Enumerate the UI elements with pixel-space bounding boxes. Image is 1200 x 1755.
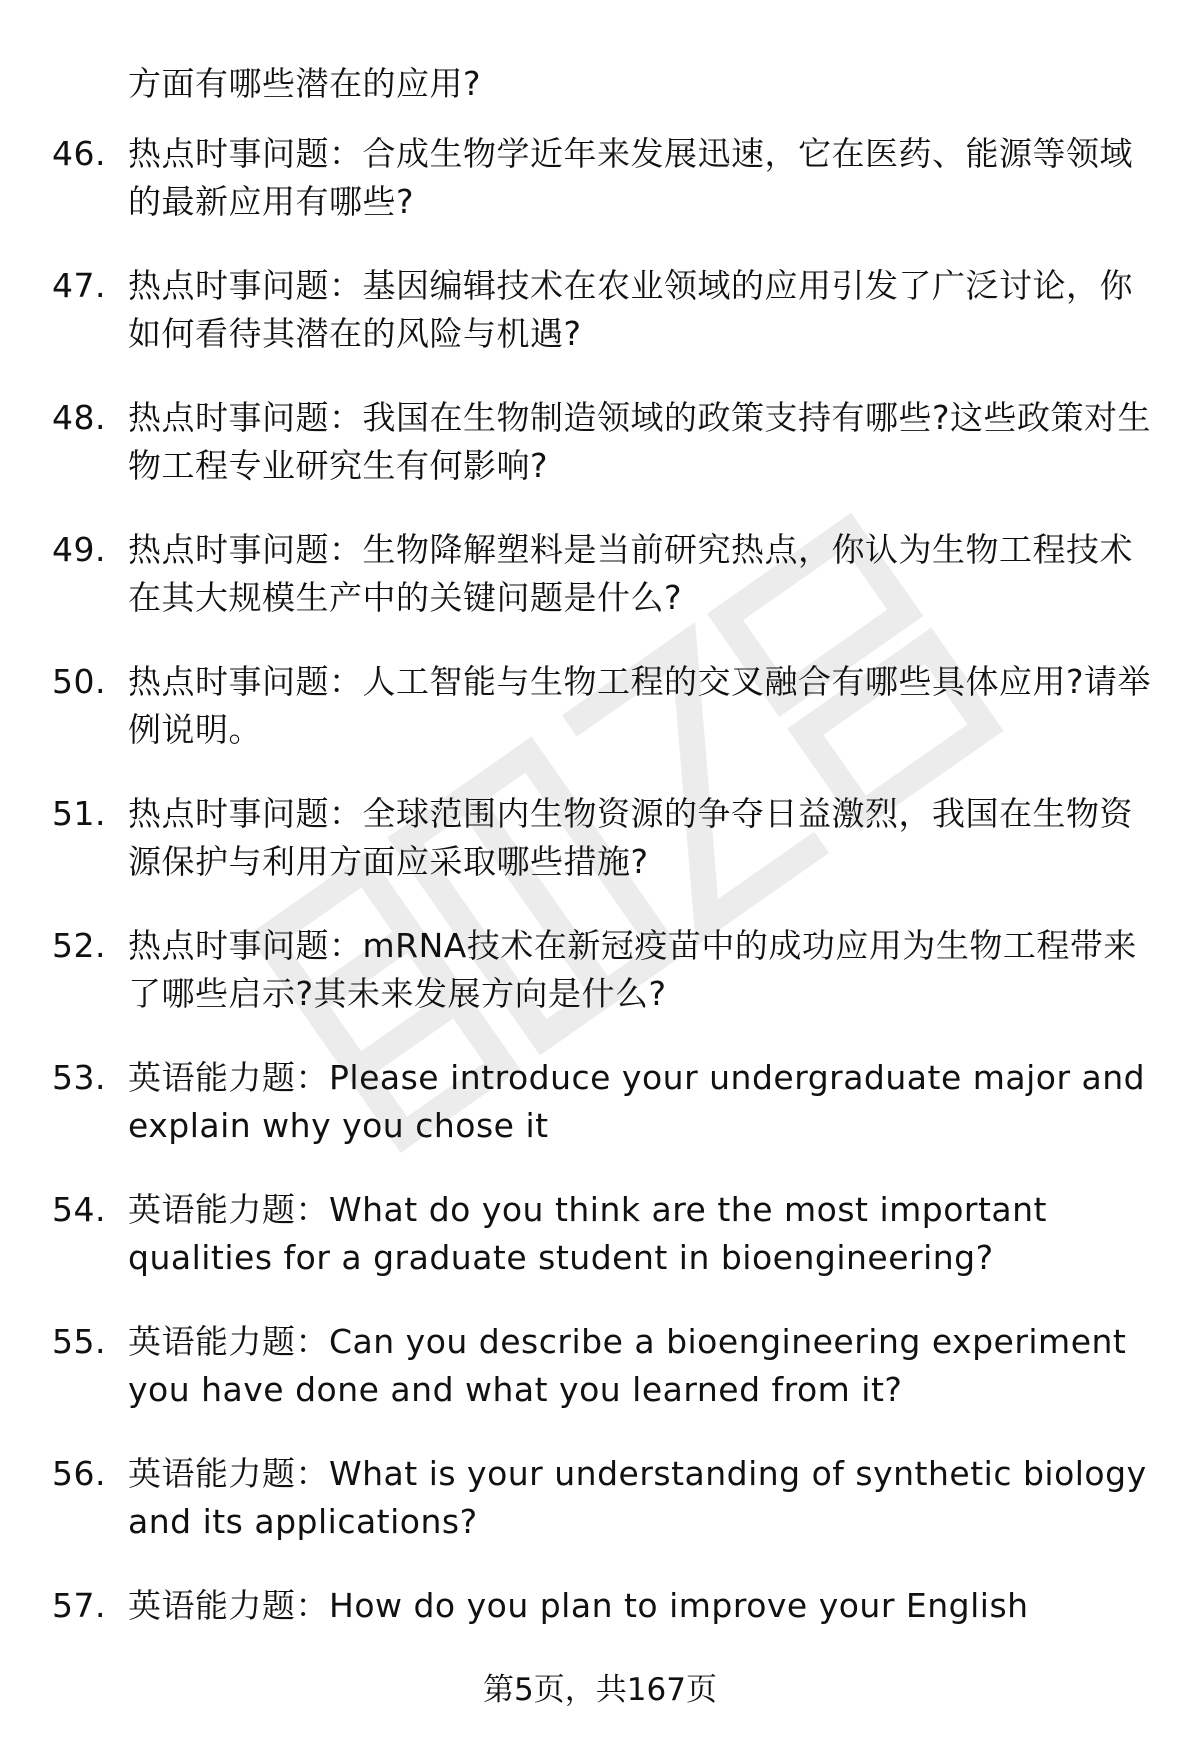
question-text: 热点时事问题：全球范围内生物资源的争夺日益激烈，我国在生物资源保护与利用方面应采取哪些措施? xyxy=(128,794,1133,881)
question-text: 热点时事问题：mRNA技术在新冠疫苗中的成功应用为生物工程带来了哪些启示?其未来发展方向是什么? xyxy=(128,926,1137,1013)
question-item xyxy=(0,790,1200,886)
question-item xyxy=(0,1582,1200,1630)
question-list xyxy=(0,130,1200,1666)
question-item xyxy=(0,658,1200,754)
question-number: 54. xyxy=(52,1190,106,1229)
question-number: 48. xyxy=(52,398,106,437)
question-number: 49. xyxy=(52,530,106,569)
question-text: 英语能力题：How do you plan to improve your English xyxy=(128,1586,1029,1625)
question-number: 56. xyxy=(52,1454,106,1493)
question-text: 英语能力题：Please introduce your undergraduate major and explain why you chose it xyxy=(128,1058,1146,1145)
question-item xyxy=(0,1318,1200,1414)
question-number: 53. xyxy=(52,1058,106,1097)
question-item xyxy=(0,1186,1200,1282)
question-item xyxy=(0,130,1200,226)
question-number: 47. xyxy=(52,266,106,305)
question-item xyxy=(0,262,1200,358)
question-text: 英语能力题：Can you describe a bioengineering experiment you have done and what you learned from it? xyxy=(128,1322,1127,1409)
question-text: 英语能力题：What is your understanding of synthetic biology and its applications? xyxy=(128,1454,1147,1541)
question-text: 热点时事问题：合成生物学近年来发展迅速，它在医药、能源等领域的最新应用有哪些? xyxy=(128,134,1133,221)
page-footer: 第5页，共167页 xyxy=(483,1672,717,1708)
question-text: 英语能力题：What do you think are the most important qualities for a graduate student in bioengineering? xyxy=(128,1190,1047,1277)
continuation-line: 方面有哪些潜在的应用? xyxy=(128,64,482,103)
question-text: 热点时事问题：基因编辑技术在农业领域的应用引发了广泛讨论，你如何看待其潜在的风险与机遇? xyxy=(128,266,1133,353)
question-item xyxy=(0,394,1200,490)
question-text: 热点时事问题：我国在生物制造领域的政策支持有哪些?这些政策对生物工程专业研究生有何影响? xyxy=(128,398,1152,485)
question-text: 热点时事问题：生物降解塑料是当前研究热点，你认为生物工程技术在其大规模生产中的关键问题是什么? xyxy=(128,530,1133,617)
question-item xyxy=(0,922,1200,1018)
question-number: 52. xyxy=(52,926,106,965)
question-text: 热点时事问题：人工智能与生物工程的交叉融合有哪些具体应用?请举例说明。 xyxy=(128,662,1152,749)
question-item xyxy=(0,1450,1200,1546)
question-number: 55. xyxy=(52,1322,106,1361)
question-number: 50. xyxy=(52,662,106,701)
question-number: 46. xyxy=(52,134,106,173)
question-item xyxy=(0,1054,1200,1150)
question-item xyxy=(0,526,1200,622)
question-number: 57. xyxy=(52,1586,106,1625)
question-number: 51. xyxy=(52,794,106,833)
